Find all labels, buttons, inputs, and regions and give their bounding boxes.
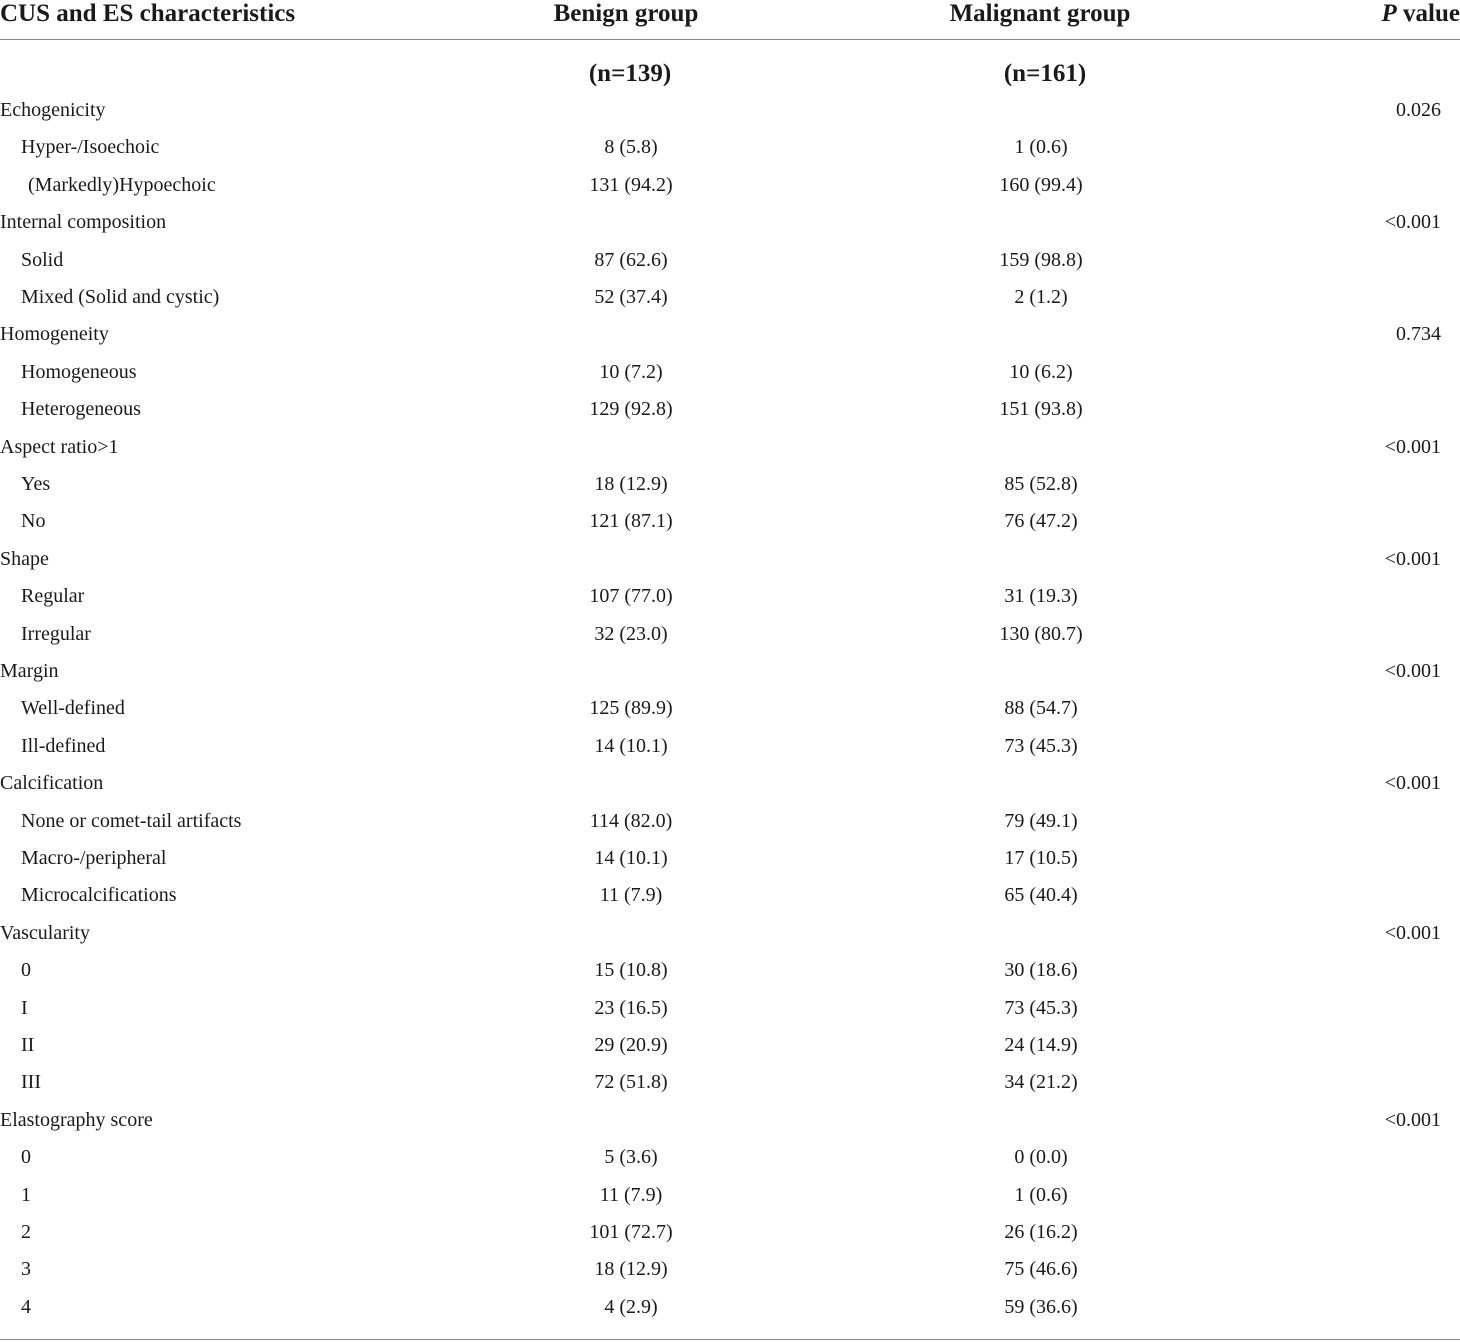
header-benign-group: Benign group	[553, 0, 699, 27]
table-row	[0, 354, 1460, 391]
benign-value: 125 (89.9)	[589, 697, 673, 720]
header-p-letter: P	[1381, 0, 1397, 27]
p-value: <0.001	[1384, 211, 1441, 234]
table-row	[0, 690, 1460, 727]
row-label: II	[21, 1034, 35, 1056]
benign-value: 107 (77.0)	[589, 585, 673, 608]
table-row	[0, 990, 1460, 1027]
table-row	[0, 578, 1460, 615]
footer-rule	[0, 1339, 1460, 1340]
benign-value: 29 (20.9)	[594, 1034, 668, 1056]
p-value: 0.734	[1396, 323, 1441, 346]
group-label: Homogeneity	[0, 323, 109, 346]
benign-value: 121 (87.1)	[589, 510, 673, 533]
p-value: <0.001	[1384, 547, 1441, 570]
group-label: Aspect ratio>1	[0, 435, 119, 458]
header-p-value	[1382, 0, 1460, 34]
benign-value: 129 (92.8)	[589, 398, 673, 421]
benign-value: 101 (72.7)	[589, 1221, 673, 1243]
table-row	[0, 803, 1460, 840]
malignant-value: 30 (18.6)	[1004, 959, 1078, 982]
row-label: Homogeneous	[21, 360, 137, 383]
row-label: Heterogeneous	[21, 398, 141, 421]
benign-value: 131 (94.2)	[589, 173, 673, 196]
benign-value: 72 (51.8)	[594, 1071, 668, 1094]
table-row	[0, 391, 1460, 428]
table-row	[0, 840, 1460, 877]
table-group-row	[0, 653, 1460, 690]
row-label: Hyper-/Isoechoic	[21, 136, 160, 159]
row-label: Yes	[21, 473, 51, 495]
header-malignant-group: Malignant group	[949, 0, 1131, 27]
row-label: Ill-defined	[21, 734, 106, 757]
p-value: <0.001	[1384, 921, 1441, 944]
group-label: Internal composition	[0, 211, 167, 234]
table-row	[0, 129, 1460, 166]
table-row	[0, 466, 1460, 503]
table-group-row	[0, 204, 1460, 241]
row-label: Regular	[21, 585, 85, 608]
table-row	[0, 1214, 1460, 1251]
group-label: Shape	[0, 547, 49, 570]
table-row	[0, 1064, 1460, 1101]
malignant-value: 1 (0.6)	[1014, 1183, 1068, 1206]
malignant-value: 1 (0.6)	[1014, 136, 1068, 159]
group-label: Calcification	[0, 772, 104, 795]
row-label: Irregular	[21, 622, 91, 645]
table-row	[0, 1139, 1460, 1176]
benign-value: 15 (10.8)	[594, 959, 668, 982]
malignant-value: 17 (10.5)	[1004, 847, 1078, 869]
table-row	[0, 279, 1460, 316]
row-label: 0	[21, 1146, 31, 1169]
group-label: Margin	[0, 660, 59, 682]
row-label: No	[21, 510, 46, 533]
row-label: I	[21, 996, 28, 1019]
malignant-value: 85 (52.8)	[1004, 473, 1078, 495]
row-label: Well-defined	[21, 697, 125, 720]
table-row	[0, 1027, 1460, 1064]
table-row	[0, 728, 1460, 765]
benign-value: 11 (7.9)	[599, 1183, 663, 1206]
benign-value: 52 (37.4)	[594, 286, 668, 308]
benign-value: 8 (5.8)	[604, 136, 658, 159]
row-label: None or comet-tail artifacts	[21, 809, 242, 832]
malignant-value: 73 (45.3)	[1004, 734, 1078, 757]
table-row	[0, 167, 1460, 204]
malignant-value: 65 (40.4)	[1004, 884, 1078, 907]
table-group-row	[0, 915, 1460, 952]
row-label: Solid	[21, 248, 64, 271]
malignant-value: 130 (80.7)	[999, 622, 1083, 645]
benign-value: 18 (12.9)	[594, 473, 668, 495]
header-characteristics: CUS and ES characteristics	[0, 0, 296, 27]
sample-size-row	[0, 54, 1460, 94]
p-value: <0.001	[1384, 1108, 1441, 1131]
table-row	[0, 242, 1460, 279]
group-label: Elastography score	[0, 1108, 153, 1131]
malignant-value: 88 (54.7)	[1004, 697, 1078, 720]
malignant-value: 79 (49.1)	[1004, 809, 1078, 832]
benign-count: (n=139)	[588, 60, 672, 87]
row-label: Mixed (Solid and cystic)	[21, 286, 220, 308]
header-rule	[0, 39, 1460, 40]
table-row	[0, 1177, 1460, 1214]
malignant-value: 159 (98.8)	[999, 248, 1083, 271]
table-group-row	[0, 429, 1460, 466]
table-row	[0, 877, 1460, 914]
table-header-row	[0, 0, 1460, 34]
table-row	[0, 503, 1460, 540]
benign-value: 5 (3.6)	[604, 1146, 658, 1169]
header-p-rest: value	[1396, 0, 1460, 27]
benign-value: 32 (23.0)	[594, 622, 668, 645]
benign-value: 18 (12.9)	[594, 1258, 668, 1281]
malignant-value: 76 (47.2)	[1004, 510, 1078, 533]
row-label: Macro-/peripheral	[21, 847, 167, 869]
group-label: Vascularity	[0, 921, 90, 944]
table-row	[0, 1289, 1460, 1326]
malignant-value: 160 (99.4)	[999, 173, 1083, 196]
malignant-value: 59 (36.6)	[1004, 1295, 1078, 1318]
benign-value: 11 (7.9)	[599, 884, 663, 907]
malignant-value: 24 (14.9)	[1004, 1034, 1078, 1056]
table-group-row	[0, 316, 1460, 353]
group-label: Echogenicity	[0, 99, 106, 121]
row-label: 2	[21, 1221, 31, 1243]
row-label: Microcalcifications	[21, 884, 177, 907]
table-row	[0, 616, 1460, 653]
row-label: 0	[21, 959, 31, 982]
malignant-value: 2 (1.2)	[1014, 286, 1068, 308]
benign-value: 10 (7.2)	[599, 360, 663, 383]
benign-value: 14 (10.1)	[594, 847, 668, 869]
table-group-row	[0, 541, 1460, 578]
benign-value: 14 (10.1)	[594, 734, 668, 757]
row-label: (Markedly)Hypoechoic	[28, 173, 216, 196]
malignant-value: 31 (19.3)	[1004, 585, 1078, 608]
malignant-count: (n=161)	[1003, 60, 1087, 87]
table-group-row	[0, 92, 1460, 129]
benign-value: 4 (2.9)	[604, 1295, 658, 1318]
table-group-row	[0, 1102, 1460, 1139]
malignant-value: 26 (16.2)	[1004, 1221, 1078, 1243]
benign-value: 87 (62.6)	[594, 248, 668, 271]
malignant-value: 0 (0.0)	[1014, 1146, 1068, 1169]
malignant-value: 151 (93.8)	[999, 398, 1083, 421]
p-value: 0.026	[1396, 99, 1441, 121]
p-value: <0.001	[1384, 660, 1441, 682]
table-row	[0, 1251, 1460, 1288]
malignant-value: 10 (6.2)	[1009, 360, 1073, 383]
benign-value: 23 (16.5)	[594, 996, 668, 1019]
table-group-row	[0, 765, 1460, 802]
row-label: 3	[21, 1258, 31, 1281]
p-value: <0.001	[1384, 772, 1441, 795]
row-label: 1	[21, 1183, 31, 1206]
p-value: <0.001	[1384, 435, 1441, 458]
benign-value: 114 (82.0)	[589, 809, 673, 832]
malignant-value: 34 (21.2)	[1004, 1071, 1078, 1094]
row-label: III	[21, 1071, 41, 1094]
malignant-value: 73 (45.3)	[1004, 996, 1078, 1019]
row-label: 4	[21, 1295, 31, 1318]
table-row	[0, 952, 1460, 989]
malignant-value: 75 (46.6)	[1004, 1258, 1078, 1281]
